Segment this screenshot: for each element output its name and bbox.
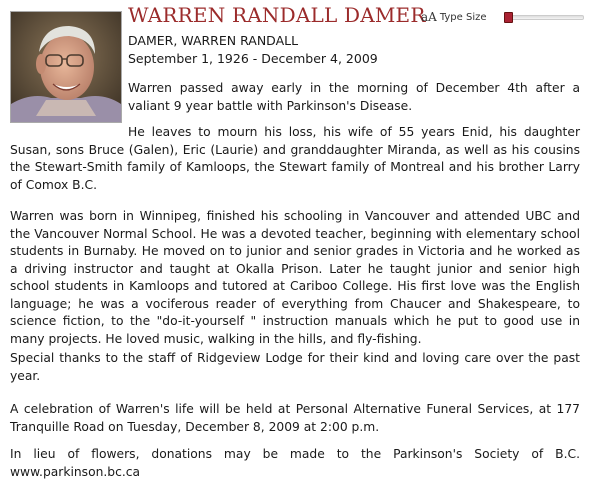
portrait-image (11, 12, 121, 122)
type-size-slider[interactable] (504, 12, 584, 21)
paragraph-biography: Warren was born in Winnipeg, finished his schooling in Vancouver and attended UBC and the Vancouver Normal School. He was a devoted teacher, beginning with elementary school students in Burnaby. He moved on to junior and senior grades in Victoria and he worked as a driving instructor and taught at Okalla Prison. Later he taught junior and senior high school students in Kamloops and tutored at Cariboo College. His first love was the English language; he was a vociferous reader of everything from Chaucer and Shakespeare, to science fiction, to the "do-it-yourself " instruction manuals which he put to good use in many projects. He loved music, walking in the hills, and fly-fishing. (10, 209, 580, 346)
type-size-label: Type Size (439, 11, 487, 23)
font-size-icon: aA (421, 10, 437, 24)
paragraph-passing: Warren passed away early in the morning of December 4th after a valiant 9 year battle with Parkinson's Disease. (128, 81, 580, 113)
slider-track[interactable] (504, 15, 584, 20)
paragraph-donations: In lieu of flowers, donations may be made to the Parkinson's Society of B.C. www.parkinson.bc.ca (10, 447, 580, 479)
paragraph-family: He leaves to mourn his loss, his wife of 55 years Enid, his daughter Susan, sons Bruce (Galen), Eric (Laurie) and granddaughter Miranda, as well as his cousins the Stewart-Smith family of Kamloops, the Stewart family of Montreal and his brother Larry of Comox B.C. (10, 125, 580, 192)
life-dates: September 1, 1926 - December 4, 2009 (128, 51, 378, 66)
obituary-header (128, 32, 378, 68)
name-line: DAMER, WARREN RANDALL (128, 33, 299, 48)
paragraph-service: A celebration of Warren's life will be held at Personal Alternative Funeral Services, at 177 Tranquille Road on Tuesday, December 8, 2009 at 2:00 p.m. (10, 402, 580, 434)
portrait-photo (10, 11, 122, 123)
obituary-title: WARREN RANDALL DAMER (128, 3, 426, 27)
paragraph-thanks: Special thanks to the staff of Ridgeview Lodge for their kind and loving care over the past year. (10, 351, 580, 383)
type-size-control (421, 10, 487, 24)
slider-handle[interactable] (504, 12, 513, 23)
